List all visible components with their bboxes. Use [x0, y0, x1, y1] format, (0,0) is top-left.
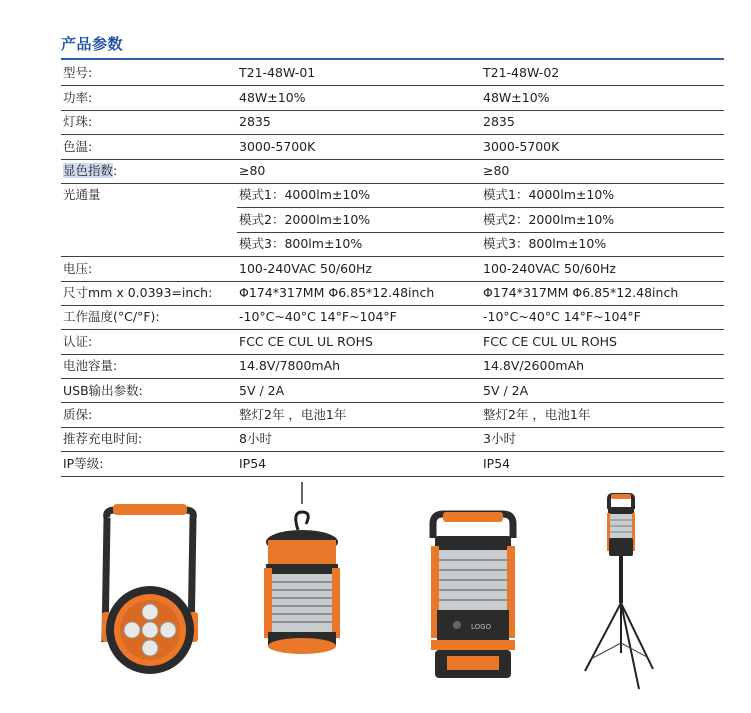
table-row [61, 403, 724, 427]
table-row [61, 232, 724, 256]
model2-value: 3000-5700K [481, 135, 724, 159]
row-label [61, 159, 237, 183]
model1-value: -10°C~40°C 14°F~104°F [237, 305, 481, 329]
table-row [61, 452, 724, 476]
row-label: USB输出参数: [61, 379, 237, 403]
model2-value: 14.8V/2600mAh [481, 354, 724, 378]
model1-value: 5V / 2A [237, 379, 481, 403]
table-row [61, 62, 724, 86]
model2-value: 5V / 2A [481, 379, 724, 403]
row-label: 质保: [61, 403, 237, 427]
title-divider [61, 58, 724, 60]
row-label: 功率: [61, 86, 237, 110]
spec-table [61, 62, 724, 477]
model2-value: 48W±10% [481, 86, 724, 110]
model1-value: 2835 [237, 110, 481, 134]
model2-value: IP54 [481, 452, 724, 476]
model1-value: 100-240VAC 50/60Hz [237, 257, 481, 281]
lamp-on-tripod-view-image [577, 493, 657, 691]
table-row [61, 354, 724, 378]
lamp-hanging-view-image [262, 482, 348, 667]
table-row [61, 427, 724, 451]
model2-value: -10°C~40°C 14°F~104°F [481, 305, 724, 329]
model2-value: Φ174*317MM Φ6.85*12.48inch [481, 281, 724, 305]
row-label [61, 232, 237, 256]
label-suffix: : [113, 163, 118, 178]
row-label: 工作温度(°C/°F): [61, 305, 237, 329]
row-label: 色温: [61, 135, 237, 159]
row-label: 推荐充电时间: [61, 427, 237, 451]
lamp-front-view-image [95, 500, 205, 685]
model2-value: 模式3：800lm±10% [481, 232, 724, 256]
table-row [61, 257, 724, 281]
model2-value: 3小时 [481, 427, 724, 451]
model1-value: 模式3：800lm±10% [237, 232, 481, 256]
model1-value: 整灯2年 ，电池1年 [237, 403, 481, 427]
table-row [61, 110, 724, 134]
lamp-standing-view-image [423, 510, 523, 688]
table-row [61, 135, 724, 159]
table-row [61, 379, 724, 403]
table-row [61, 305, 724, 329]
highlighted-label: 显色指数 [63, 163, 114, 178]
table-row [61, 330, 724, 354]
model2-value: FCC CE CUL UL ROHS [481, 330, 724, 354]
model2-value: 模式1：4000lm±10% [481, 183, 724, 207]
model1-value: FCC CE CUL UL ROHS [237, 330, 481, 354]
model1-value: T21-48W-01 [237, 62, 481, 86]
model1-value: IP54 [237, 452, 481, 476]
logo-mark: LOGO [471, 623, 492, 631]
model2-value: 整灯2年 ，电池1年 [481, 403, 724, 427]
row-label: 光通量 [63, 187, 101, 203]
row-label: 型号: [61, 62, 237, 86]
model2-value: 2835 [481, 110, 724, 134]
model2-value: T21-48W-02 [481, 62, 724, 86]
model2-value: 100-240VAC 50/60Hz [481, 257, 724, 281]
table-row [61, 86, 724, 110]
table-row [61, 159, 724, 183]
section-title: 产品参数 [61, 35, 124, 53]
model2-value: 模式2：2000lm±10% [481, 208, 724, 232]
model1-value: 8小时 [237, 427, 481, 451]
table-row [61, 208, 724, 232]
model2-value: ≥80 [481, 159, 724, 183]
model1-value: Φ174*317MM Φ6.85*12.48inch [237, 281, 481, 305]
model1-value: 14.8V/7800mAh [237, 354, 481, 378]
row-label: 电压: [61, 257, 237, 281]
table-row [61, 281, 724, 305]
model1-value: 模式2：2000lm±10% [237, 208, 481, 232]
table-row [61, 183, 724, 207]
row-label: 灯珠: [61, 110, 237, 134]
model1-value: 3000-5700K [237, 135, 481, 159]
row-label: 认证: [61, 330, 237, 354]
model1-value: ≥80 [237, 159, 481, 183]
row-label: 电池容量: [61, 354, 237, 378]
model1-value: 48W±10% [237, 86, 481, 110]
model1-value: 模式1：4000lm±10% [237, 183, 481, 207]
row-label [61, 208, 237, 232]
row-label: 尺寸mm x 0.0393=inch: [61, 281, 237, 305]
row-label: IP等级: [61, 452, 237, 476]
